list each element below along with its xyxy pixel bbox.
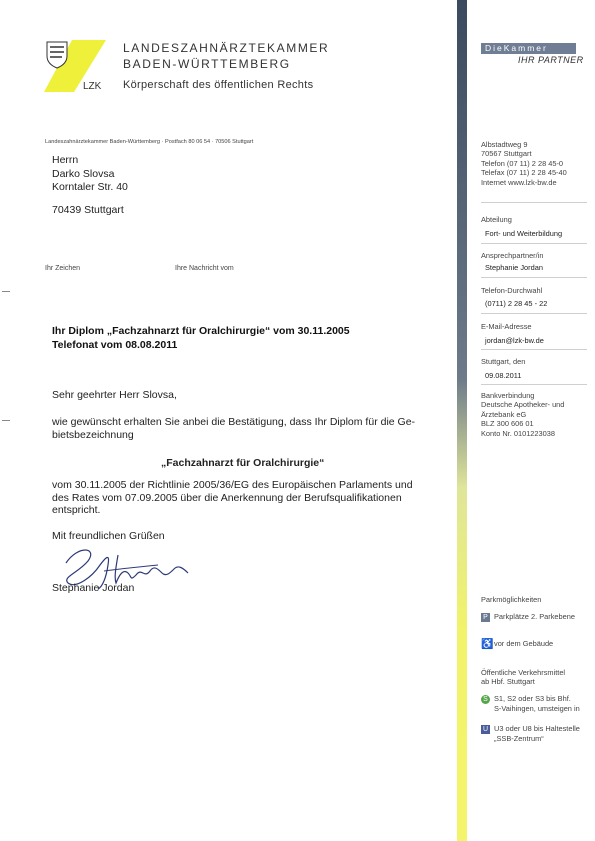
org-name-line1: LANDESZAHNÄRZTEKAMMER bbox=[123, 41, 330, 55]
department-value: Fort- und Weiterbildung bbox=[485, 229, 563, 238]
subject bbox=[52, 325, 350, 352]
wheelchair-icon: ♿ bbox=[481, 638, 494, 650]
email-label: E-Mail-Adresse bbox=[481, 322, 532, 331]
phone-number: Telefon (07 11) 2 28 45-0 bbox=[481, 158, 564, 168]
org-name-line2: BADEN-WÜRTTEMBERG bbox=[123, 57, 291, 71]
your-message-label: Ihre Nachricht vom bbox=[175, 265, 234, 272]
transit-u-line1: U3 oder U8 bis Haltestelle bbox=[494, 724, 580, 733]
parking-item-1-label: Parkplätze 2. Parkebene bbox=[494, 612, 575, 621]
direct-dial-label: Telefon-Durchwahl bbox=[481, 286, 543, 295]
sidebar-divider bbox=[481, 202, 587, 203]
bank-line2: Ärztebank eG bbox=[481, 409, 527, 419]
transit-u-line2: „SSB-Zentrum“ bbox=[494, 733, 544, 743]
recipient-city: 70439 Stuttgart bbox=[52, 204, 124, 216]
bank-line1: Deutsche Apotheker- und bbox=[481, 400, 565, 410]
closing: Mit freundlichen Grüßen bbox=[52, 530, 165, 542]
bank-blz: BLZ 300 606 01 bbox=[481, 419, 534, 429]
direct-dial-value: (0711) 2 28 45 - 22 bbox=[485, 299, 548, 308]
parking-item-2-label: vor dem Gebäude bbox=[494, 639, 554, 648]
sidebar-divider bbox=[481, 384, 587, 385]
sidebar-divider bbox=[481, 313, 587, 314]
fax-number: Telefax (07 11) 2 28 45-40 bbox=[481, 168, 567, 178]
paragraph-2-line1: vom 30.11.2005 der Richtlinie 2005/36/EG des Europäischen Parlaments und bbox=[52, 479, 413, 491]
website: Internet www.lzk-bw.de bbox=[481, 177, 557, 187]
fold-mark bbox=[2, 291, 10, 292]
date-label: Stuttgart, den bbox=[481, 357, 526, 366]
recipient-name: Darko Slovsa bbox=[52, 167, 115, 180]
s-bahn-icon: S bbox=[481, 695, 490, 704]
diploma-title: „Fachzahnarzt für Oralchirurgie“ bbox=[161, 457, 325, 469]
transit-label bbox=[481, 668, 565, 687]
paragraph-2 bbox=[52, 479, 452, 517]
paragraph-1-line2: bietsbezeichnung bbox=[52, 428, 134, 441]
sidebar-address bbox=[481, 140, 567, 187]
date-value: 09.08.2011 bbox=[485, 371, 522, 380]
brand-slogan: IHR PARTNER bbox=[518, 55, 584, 65]
paragraph-1 bbox=[52, 416, 452, 441]
u-bahn-icon: U bbox=[482, 725, 489, 733]
address-line2: 70567 Stuttgart bbox=[481, 149, 532, 159]
email-value: jordan@lzk-bw.de bbox=[485, 336, 544, 345]
brand-badge: DieKammer bbox=[481, 43, 576, 54]
bank-label: Bankverbindung bbox=[481, 391, 535, 400]
transit-s-bahn bbox=[481, 694, 580, 713]
subject-line1: Ihr Diplom „Fachzahnarzt für Oralchirurgie“ vom 30.11.2005 bbox=[52, 325, 350, 337]
logo-text: LZK bbox=[83, 81, 102, 92]
sidebar-color-stripe bbox=[457, 0, 467, 841]
paragraph-1-line1: wie gewünscht erhalten Sie anbei die Bestätigung, dass Ihr Diplom für die Ge- bbox=[52, 416, 416, 428]
transit-s-line1: S1, S2 oder S3 bis Bhf. bbox=[494, 694, 571, 703]
org-subtitle: Körperschaft des öffentlichen Rechts bbox=[123, 79, 314, 91]
transit-label-line2: ab Hbf. Stuttgart bbox=[481, 677, 535, 687]
sidebar-divider bbox=[481, 243, 587, 244]
bank-details bbox=[481, 391, 564, 438]
paragraph-2-line3: entspricht. bbox=[52, 504, 101, 516]
transit-u-bahn bbox=[481, 724, 580, 743]
address-line1: Albstadtweg 9 bbox=[481, 140, 528, 149]
transit-s-line2: S-Vaihingen, umsteigen in bbox=[494, 703, 580, 713]
your-ref-label: Ihr Zeichen bbox=[45, 265, 81, 272]
parking-label: Parkmöglichkeiten bbox=[481, 595, 542, 604]
paragraph-2-line2: des Rates vom 07.09.2005 über die Anerkennung der Berufsqualifikationen bbox=[52, 491, 402, 504]
punch-mark bbox=[2, 420, 10, 421]
sender-line: Landeszahnärztekammer Baden-Württemberg · Postfach 80 06 54 · 70506 Stuttgart bbox=[45, 139, 254, 145]
sidebar-divider bbox=[481, 277, 587, 278]
sidebar-divider bbox=[481, 349, 587, 350]
signatory-name: Stephanie Jordan bbox=[52, 582, 135, 594]
parking-item-1 bbox=[481, 612, 575, 622]
subject-line2: Telefonat vom 08.08.2011 bbox=[52, 338, 178, 351]
recipient-street: Korntaler Str. 40 bbox=[52, 181, 128, 193]
parking-item-2 bbox=[481, 639, 553, 649]
contact-label: Ansprechpartner/in bbox=[481, 251, 544, 260]
parking-icon: P bbox=[481, 613, 490, 622]
department-label: Abteilung bbox=[481, 215, 512, 224]
contact-value: Stephanie Jordan bbox=[485, 263, 543, 272]
recipient-salutation: Herrn bbox=[52, 154, 79, 166]
recipient-address bbox=[52, 154, 128, 195]
transit-label-line1: Öffentliche Verkehrsmittel bbox=[481, 668, 566, 677]
greeting: Sehr geehrter Herr Slovsa, bbox=[52, 389, 177, 401]
bank-account: Konto Nr. 0101223038 bbox=[481, 428, 555, 438]
